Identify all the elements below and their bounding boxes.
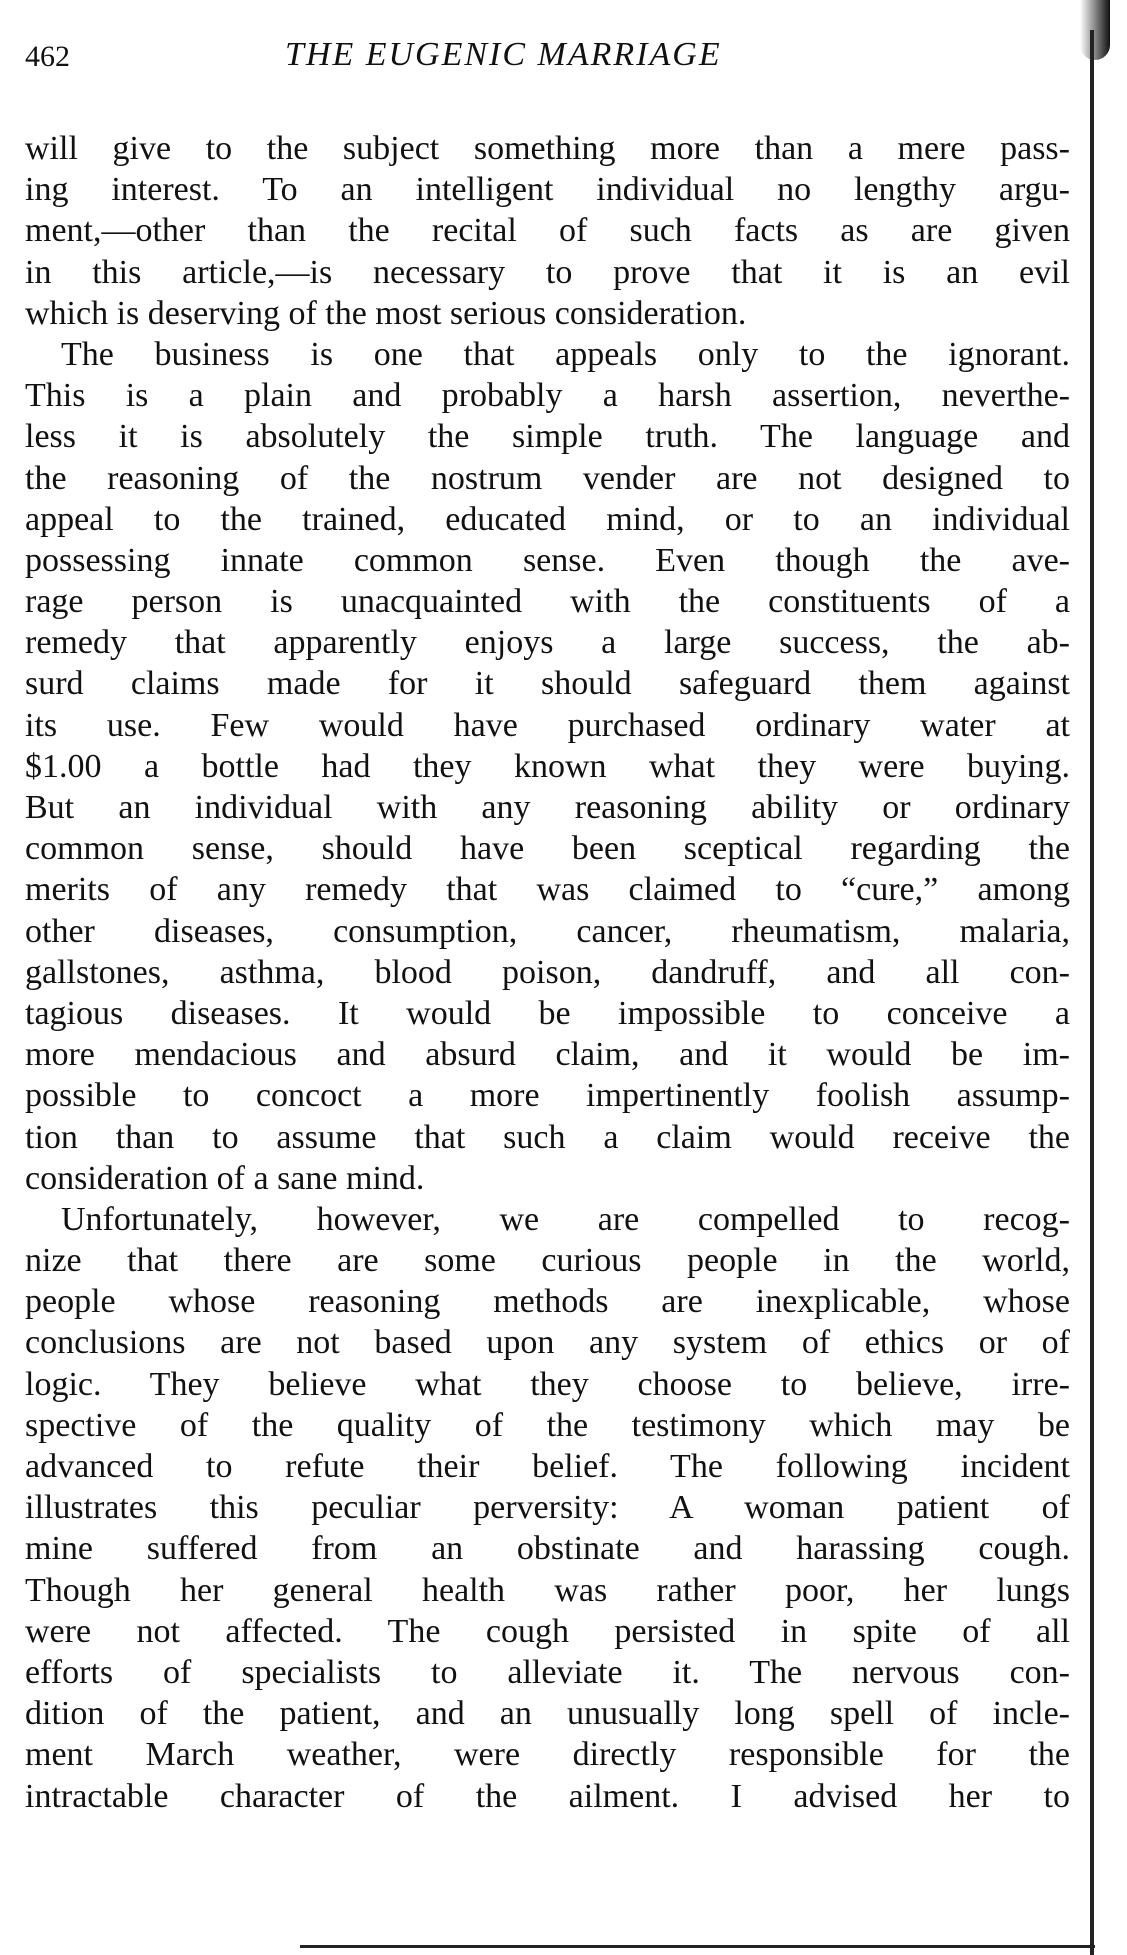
text-line: in this article,—is necessary to prove that it is an evil [25, 253, 1070, 291]
running-header [25, 36, 1070, 76]
text-line: surd claims made for it should safeguard them against [25, 665, 1070, 703]
text-line: The business is one that appeals only to the ignorant. [61, 335, 1070, 373]
text-line: efforts of specialists to alleviate it. The nervous con- [25, 1653, 1070, 1691]
text-line: less it is absolutely the simple truth. The language and [25, 418, 1070, 456]
text-line: illustrates this peculiar perversity: A woman patient of [25, 1489, 1070, 1527]
text-line: nize that there are some curious people in the world, [25, 1242, 1070, 1280]
text-line: Unfortunately, however, we are compelled to recog- [61, 1200, 1070, 1238]
text-line: were not affected. The cough persisted in spite of all [25, 1612, 1070, 1650]
page-bottom-edge [300, 1945, 1095, 1948]
text-line: ing interest. To an intelligent individual no lengthy argu- [25, 171, 1070, 209]
text-line: conclusions are not based upon any system of ethics or of [25, 1324, 1070, 1362]
text-line: intractable character of the ailment. I advised her to [25, 1777, 1070, 1815]
text-line: tion than to assume that such a claim would receive the [25, 1118, 1070, 1156]
text-line: This is a plain and probably a harsh assertion, neverthe- [25, 377, 1070, 415]
text-line: possible to concoct a more impertinently foolish assump- [25, 1077, 1070, 1115]
text-line: other diseases, consumption, cancer, rheumatism, malaria, [25, 912, 1070, 950]
text-line: consideration of a sane mind. [25, 1159, 425, 1197]
page-number: 462 [25, 40, 70, 73]
body-text [25, 128, 1070, 1817]
text-line: logic. They believe what they choose to believe, irre- [25, 1365, 1070, 1403]
text-line: rage person is unacquainted with the constituents of a [25, 583, 1070, 621]
text-line: advanced to refute their belief. The following incident [25, 1448, 1070, 1485]
text-line: But an individual with any reasoning ability or ordinary [25, 789, 1070, 826]
text-line: will give to the subject something more than a mere pass- [25, 130, 1070, 167]
text-line: gallstones, asthma, blood poison, dandruff, and all con- [25, 953, 1070, 991]
text-line: mine suffered from an obstinate and harassing cough. [25, 1530, 1070, 1568]
text-line: which is deserving of the most serious consideration. [25, 294, 747, 332]
text-line: more mendacious and absurd claim, and it would be im- [25, 1036, 1070, 1074]
text-line: spective of the quality of the testimony which may be [25, 1406, 1070, 1444]
text-line: people whose reasoning methods are inexplicable, whose [25, 1283, 1070, 1321]
text-line: the reasoning of the nostrum vender are not designed to [25, 459, 1070, 497]
text-line: remedy that apparently enjoys a large success, the ab- [25, 624, 1070, 662]
running-title: THE EUGENIC MARRIAGE [285, 36, 722, 73]
text-line: dition of the patient, and an unusually long spell of incle- [25, 1695, 1070, 1733]
text-line: its use. Few would have purchased ordinary water at [25, 706, 1070, 744]
text-line: appeal to the trained, educated mind, or to an individual [25, 500, 1070, 538]
page-edge-shadow [1080, 0, 1110, 60]
text-line: ment,—other than the recital of such facts as are given [25, 212, 1070, 250]
page-edge-line [1090, 30, 1094, 1955]
text-line: $1.00 a bottle had they known what they were buying. [25, 747, 1070, 785]
text-line: possessing innate common sense. Even though the ave- [25, 541, 1070, 579]
text-line: ment March weather, were directly responsible for the [25, 1736, 1070, 1774]
text-line: common sense, should have been sceptical regarding the [25, 830, 1070, 868]
text-line: tagious diseases. It would be impossible to conceive a [25, 994, 1070, 1032]
text-line: Though her general health was rather poor, her lungs [25, 1571, 1070, 1609]
text-line: merits of any remedy that was claimed to “cure,” among [25, 871, 1070, 909]
